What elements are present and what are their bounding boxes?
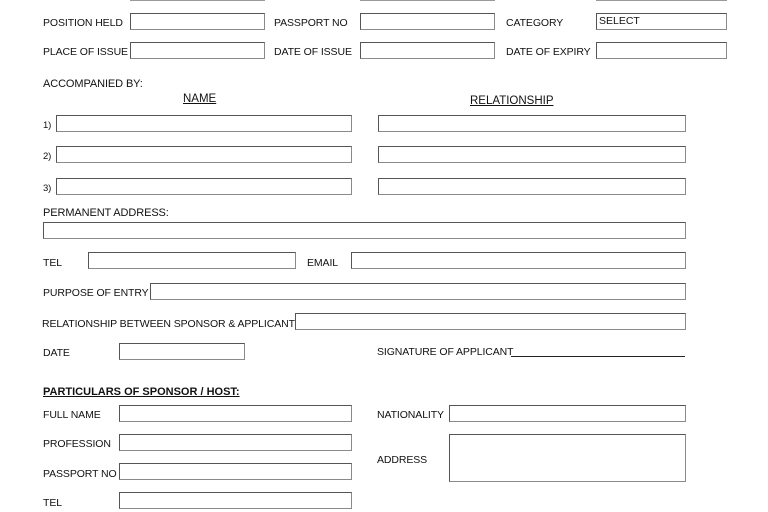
tel-field[interactable] bbox=[88, 252, 296, 269]
companion-relationship-field-3[interactable] bbox=[378, 178, 686, 195]
permanent-address-label: PERMANENT ADDRESS: bbox=[43, 207, 169, 219]
sponsor-profession-label: PROFESSION bbox=[43, 438, 111, 450]
email-field[interactable] bbox=[351, 252, 686, 269]
sponsor-address-label: ADDRESS bbox=[377, 454, 428, 466]
signature-label: SIGNATURE OF APPLICANT bbox=[377, 346, 514, 358]
permanent-address-field[interactable] bbox=[43, 222, 686, 239]
passport-no-field[interactable] bbox=[360, 13, 495, 30]
date-field[interactable] bbox=[119, 343, 245, 360]
cutoff-field-edge bbox=[130, 0, 265, 1]
date-of-issue-label: DATE OF ISSUE bbox=[274, 46, 352, 58]
companion-name-field-3[interactable] bbox=[56, 178, 352, 195]
sponsor-full-name-field[interactable] bbox=[119, 405, 352, 422]
position-held-label: POSITION HELD bbox=[43, 17, 123, 29]
sponsor-relationship-label: RELATIONSHIP BETWEEN SPONSOR & APPLICANT bbox=[42, 318, 295, 330]
row-number: 3) bbox=[43, 183, 52, 194]
sponsor-full-name-label: FULL NAME bbox=[43, 409, 101, 421]
place-of-issue-field[interactable] bbox=[130, 42, 265, 59]
sponsor-passport-no-label: PASSPORT NO bbox=[43, 468, 117, 480]
category-label: CATEGORY bbox=[506, 17, 564, 29]
companion-name-field-1[interactable] bbox=[56, 115, 352, 132]
row-number: 1) bbox=[43, 120, 52, 131]
companion-relationship-field-1[interactable] bbox=[378, 115, 686, 132]
purpose-of-entry-field[interactable] bbox=[150, 283, 686, 300]
email-label: EMAIL bbox=[307, 257, 339, 269]
date-of-expiry-field[interactable] bbox=[596, 42, 727, 59]
sponsor-profession-field[interactable] bbox=[119, 434, 352, 451]
cutoff-field-edge bbox=[596, 0, 727, 1]
category-select[interactable] bbox=[596, 13, 727, 30]
passport-no-label: PASSPORT NO bbox=[274, 17, 348, 29]
date-of-expiry-label: DATE OF EXPIRY bbox=[506, 46, 591, 58]
companion-relationship-field-2[interactable] bbox=[378, 146, 686, 163]
row-number: 2) bbox=[43, 151, 52, 162]
cutoff-field-edge bbox=[360, 0, 495, 1]
name-column-header: NAME bbox=[183, 93, 217, 105]
signature-line[interactable] bbox=[511, 356, 685, 357]
sponsor-section-title: PARTICULARS OF SPONSOR / HOST: bbox=[43, 386, 240, 398]
sponsor-nationality-field[interactable] bbox=[449, 405, 686, 422]
position-held-field[interactable] bbox=[130, 13, 265, 30]
accompanied-by-label: ACCOMPANIED BY: bbox=[43, 78, 143, 90]
sponsor-passport-no-field[interactable] bbox=[119, 463, 352, 480]
relationship-column-header: RELATIONSHIP bbox=[470, 95, 554, 107]
purpose-of-entry-label: PURPOSE OF ENTRY bbox=[43, 287, 149, 299]
sponsor-tel-label: TEL bbox=[43, 497, 62, 509]
date-of-issue-field[interactable] bbox=[360, 42, 495, 59]
sponsor-address-field[interactable] bbox=[449, 434, 686, 482]
tel-label: TEL bbox=[43, 257, 62, 269]
date-label: DATE bbox=[43, 347, 70, 359]
sponsor-relationship-field[interactable] bbox=[295, 313, 686, 330]
place-of-issue-label: PLACE OF ISSUE bbox=[43, 46, 128, 58]
sponsor-tel-field[interactable] bbox=[119, 492, 352, 509]
companion-name-field-2[interactable] bbox=[56, 146, 352, 163]
category-selected-value: SELECT bbox=[599, 15, 640, 27]
sponsor-nationality-label: NATIONALITY bbox=[377, 409, 444, 421]
